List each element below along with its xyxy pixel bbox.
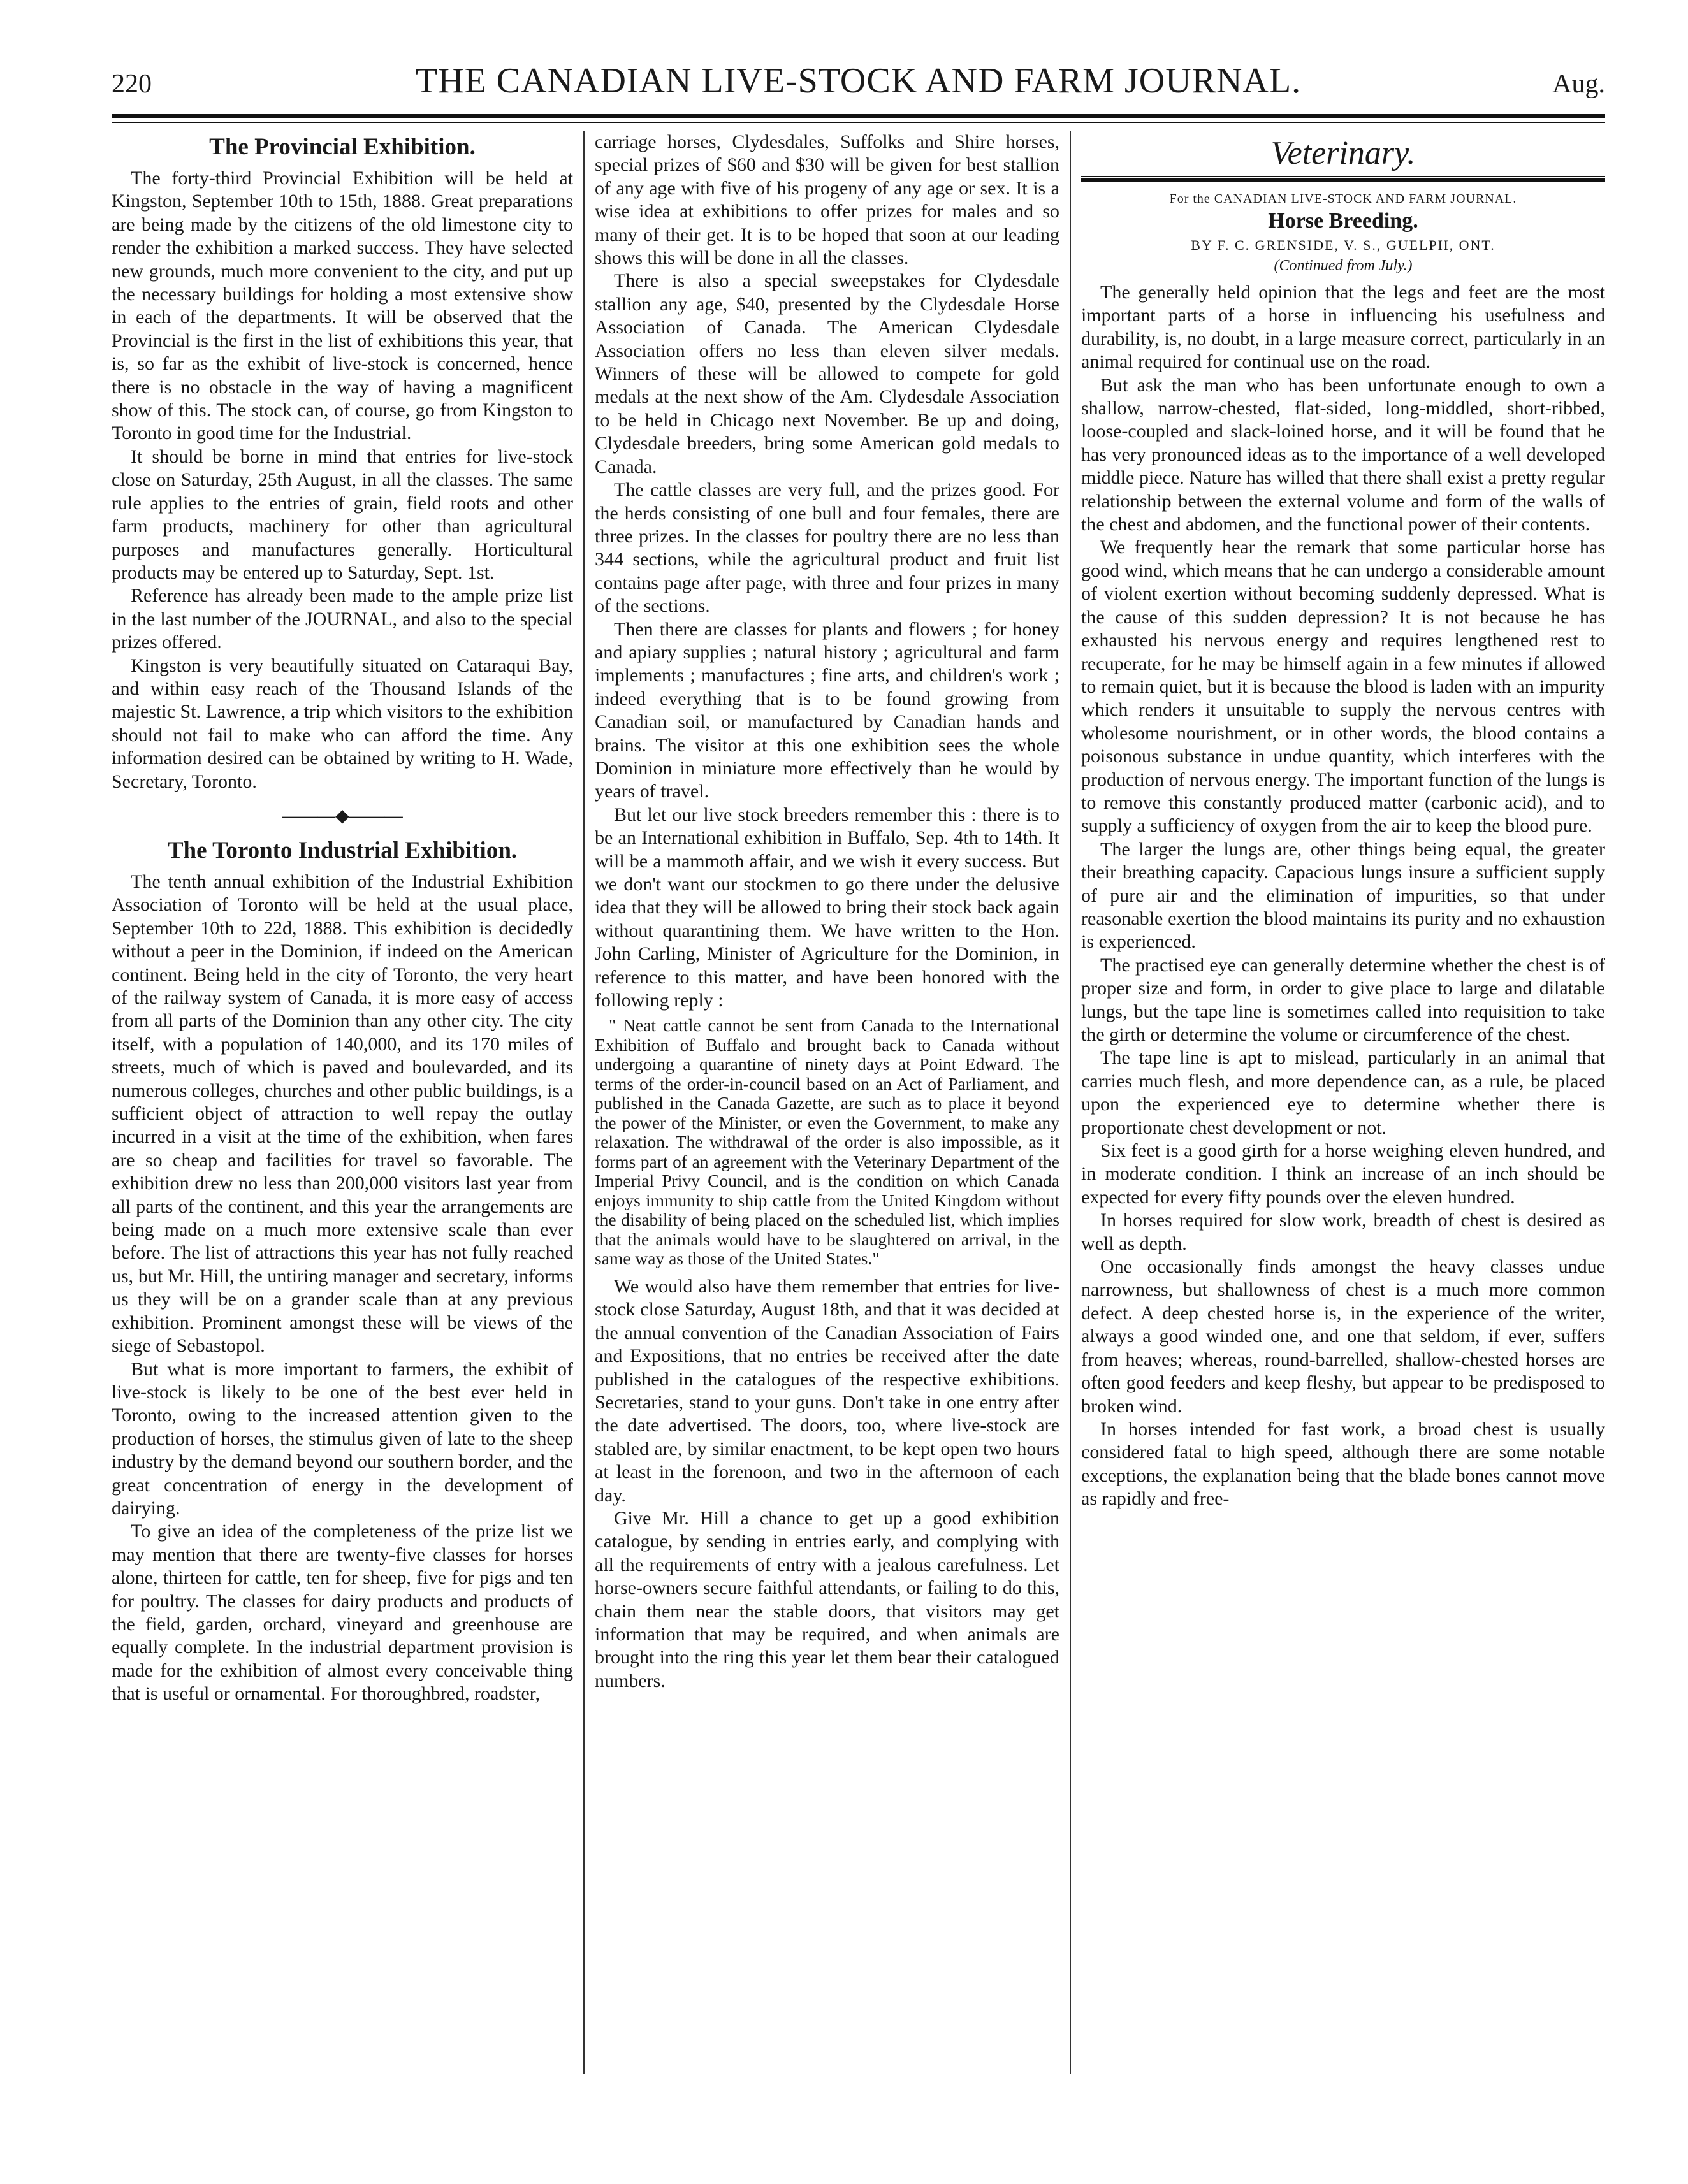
journal-title: THE CANADIAN LIVE-STOCK AND FARM JOURNAL. <box>415 61 1302 101</box>
paragraph: But what is more important to farmers, the exhibit of live-stock is likely to be one of the best ever held in Toronto, owing to the increased attention given to the production of horses, the stimulus given of late to the sheep industry by the demand beyond our southern border, and the great concentration of energy in the development of dairying. <box>112 1358 573 1519</box>
paragraph: We would also have them remember that entries for live-stock close Saturday, August 18th, and that it was decided at the annual convention of the Canadian Association of Fairs and Expositions, that no entries be received after the date published in the catalogues of the respective exhibitions. Secretaries, stand to your guns. Don't take in one entry after the date advertised. The doors, too, where live-stock are stabled are, by similar enactment, to be kept open two hours at least in the forenoon, and two in the afternoon of each day. <box>595 1275 1059 1506</box>
masthead-rule-thin <box>112 122 1605 123</box>
paragraph: But let our live stock breeders remember this : there is to be an International exhibition in Buffalo, Sep. 4th to 14th. It will be a mammoth affair, and we wish it every success. But we don't want our stockmen to go there under the delusive idea that they will be allowed to bring their stock back again without quarantining them. We have written to the Hon. John Carling, Minister of Agriculture for the Dominion, in reference to this matter, and have been honored with the following reply : <box>595 804 1059 1011</box>
article-heading-horse-breeding: Horse Breeding. <box>1268 209 1418 233</box>
paragraph: The generally held opinion that the legs and feet are the most important parts of a horse in influencing his usefulness and durability, is, no doubt, in a large measure correct, particularly in an animal required for continual use on the road. <box>1081 282 1605 373</box>
paragraph: Give Mr. Hill a chance to get up a good exhibition catalogue, by sending in entries early, and complying with all the requirements of entry with a jealous carefulness. Let horse-owners secure faithful attendants, or failing to do this, chain them near the stable doors, that visitors may get information that may be required, and when animals are brought into the ring this year let them bear their catalogued numbers. <box>595 1508 1059 1691</box>
journal-credit: For the CANADIAN LIVE-STOCK AND FARM JOURNAL. <box>1169 192 1517 206</box>
column-2 <box>583 131 1070 2074</box>
paragraph: We frequently hear the remark that some particular horse has good wind, which means that he can undergo a considerable amount of violent exertion without becoming suddenly depressed. What is the cause of this sudden depression? It is not because he has exhausted his nervous energy and requires lengthened rest to recuperate, for he may be himself again in a few minutes if allowed to remain quiet, but it is because the blood is laden with an impurity which renders it unsuitable to supply the nervous centres with wholesome nourishment, or in other words, the blood contains a poisonous substance in undue quantity, which interferes with the production of nervous energy. The important function of the lungs is to remove this constantly produced matter (carbonic acid), and to supply a sufficiency of oxygen from the air to keep the blood pure. <box>1081 537 1605 837</box>
section-rule-thick <box>1081 178 1605 182</box>
column-1 <box>112 131 583 2074</box>
paragraph: The tape line is apt to mislead, particularly in an animal that carries much flesh, and more dependence can, as a rule, be placed upon the experienced eye to determine whether there is proportionate chest development or not. <box>1081 1047 1605 1138</box>
column-3 <box>1070 131 1605 2074</box>
author-byline: BY F. C. GRENSIDE, V. S., GUELPH, ONT. <box>1191 237 1495 253</box>
paragraph: In horses intended for fast work, a broad chest is usually considered fatal to high speed, although there are some notable exceptions, the explanation being that the blade bones cannot move as rapidly and free- <box>1081 1418 1605 1510</box>
paragraph: The forty-third Provincial Exhibition will be held at Kingston, September 10th to 15th, 1888. Great preparations are being made by the citizens of the old limestone city to render the exhibition a marked success. They have selected new grounds, much more convenient to the city, and put up the necessary buildings for holding a most extensive show in each of the departments. It will be observed that the Provincial is the first in the list of exhibitions this year, that is, so far as the exhibit of live-stock is concerned, hence there is no obstacle in the way of having a magnificent show of this. The stock can, of course, go from Kingston to Toronto in good time for the Industrial. <box>112 168 573 444</box>
paragraph: It should be borne in mind that entries for live-stock close on Saturday, 25th August, in all the classes. The same rule applies to the entries of grain, field roots and other farm products, machinery for other than agricultural purposes and manufactures generally. Horticultural products may be entered up to Saturday, Sept. 1st. <box>112 445 573 583</box>
article-heading-provincial: The Provincial Exhibition. <box>209 134 476 160</box>
issue-month: Aug. <box>1552 69 1605 99</box>
paragraph: carriage horses, Clydesdales, Suffolks and Shire horses, special prizes of $60 and $30 will be given for best stallion of any age with five of his progeny of any age or sex. It is a wise idea at exhibitions to offer prizes for males and so many of their get. It is to be hoped that soon at our leading shows this will be done in all the classes. <box>595 131 1059 269</box>
paragraph: One occasionally finds amongst the heavy classes undue narrowness, but shallowness of chest is a much more common defect. A deep chested horse is, in the experience of the writer, always a good winded one, and one that seldom, if ever, suffers from heaves; whereas, round-barrelled, shallow-chested horses are often good feeders and keep fleshy, but appear to be predisposed to broken wind. <box>1081 1256 1605 1417</box>
paragraph: The larger the lungs are, other things being equal, the greater their breathing capacity. Capacious lungs insure a sufficient supply of pure air and the elimination of impurities, so that under reasonable exertion the blood maintains its purity and no exhaustion is experienced. <box>1081 838 1605 953</box>
article-columns <box>112 131 1605 2074</box>
paragraph: The practised eye can generally determine whether the chest is of proper size and form, in order to give place to large and dilatable lungs, but the tape line is sometimes called into requisition to take the girth or determine the volume or circumference of the chest. <box>1081 954 1605 1045</box>
page-number: 220 <box>112 69 152 99</box>
article-heading-toronto: The Toronto Industrial Exhibition. <box>167 837 518 864</box>
paragraph: Six feet is a good girth for a horse weighing eleven hundred, and in moderate condition. I think an increase of an inch should be expected for every fifty pounds over the eleven hundred. <box>1081 1140 1605 1208</box>
section-rule <box>1081 176 1605 177</box>
quote-text: " Neat cattle cannot be sent from Canada to the International Exhibition of Buffalo and brought back to Canada without undergoing a quarantine of ninety days at Point Edward. The terms of the order-in-council based on an Act of Parliament, and published in the Canada Gazette, are such as to place it beyond the power of the Minister, or even the Government, to make any relaxation. The withdrawal of the order is also impossible, as it forms part of an agreement with the Veterinary Department of the Imperial Privy Council, and is the condition on which Canada enjoys immunity to ship cattle from the United Kingdom without the disability of being placed on the scheduled list, which implies that the animals would have to be slaughtered on arrival, in the same way as those of the United States." <box>595 1015 1059 1269</box>
paragraph: Reference has already been made to the ample prize list in the last number of the JOURNAL, and also to the special prizes offered. <box>112 585 573 653</box>
masthead-rule <box>112 114 1605 118</box>
paragraph: The tenth annual exhibition of the Industrial Exhibition Association of Toronto will be held at the usual place, September 10th to 22d, 1888. This exhibition is decidedly without a peer in the Dominion, if indeed on the American continent. Being held in the city of Toronto, the very heart of the railway system of Canada, it is more easy of access from all parts of the Dominion than any other city. The city itself, with a population of 140,000, and its 170 miles of streets, much of which is paved and boulevarded, and its numerous colleges, churches and other public buildings, is a sufficient object of attraction to well repay the outlay incurred in a visit at the time of the exhibition, when fares are so cheap and facilities for travel so favorable. The exhibition drew no less than 200,000 visitors last year from all parts of the continent, and this year the arrangements are being made on a much more extensive scale than ever before. The list of attractions this year has not fully reached us, but Mr. Hill, the untiring manager and secretary, informs us they will be on a grander scale than at any previous exhibition. Prominent amongst these will be views of the siege of Sebastopol. <box>112 871 573 1357</box>
paragraph: But ask the man who has been unfortunate enough to own a shallow, narrow-chested, flat-sided, long-middled, short-ribbed, loose-coupled and slack-loined horse, and it will be found that he has very pronounced ideas as to the importance of a well developed middle piece. Nature has willed that there shall exist a pretty regular relationship between the external volume and form of the walls of the chest and abdomen, and the functional power of their contents. <box>1081 374 1605 535</box>
minister-reply-quote <box>595 1016 1059 1269</box>
section-separator: ———◆——— <box>282 806 403 826</box>
masthead <box>112 61 1605 110</box>
continued-note: (Continued from July.) <box>1274 257 1413 274</box>
paragraph: Kingston is very beautifully situated on Cataraqui Bay, and within easy reach of the Thousand Islands of the majestic St. Lawrence, a trip which visitors to the exhibition should not fail to make who can afford the time. Any information desired can be obtained by writing to H. Wade, Secretary, Toronto. <box>112 654 573 792</box>
paragraph: The cattle classes are very full, and the prizes good. For the herds consisting of one bull and four females, there are three prizes. In the classes for poultry there are no less than 344 sections, while the agricultural product and fruit list contains page after page, with three and four prizes in many of the sections. <box>595 479 1059 617</box>
paragraph: In horses required for slow work, breadth of chest is desired as well as depth. <box>1081 1210 1605 1254</box>
paragraph: Then there are classes for plants and flowers ; for honey and apiary supplies ; natural history ; agricultural and farm implements ; manufactures ; fine arts, and children's work ; indeed everything that is to be found growing from Canadian soil, or manufactured by Canadian hands and brains. The visitor at this one exhibition sees the whole Dominion in miniature more effectively than he would by years of travel. <box>595 618 1059 802</box>
paragraph: There is also a special sweepstakes for Clydesdale stallion any age, $40, presented by the Clydesdale Horse Association of Canada. The American Clydesdale Association offers no less than eleven silver medals. Winners of these will be allowed to compete for gold medals at the next show of the Am. Clydesdale Association to be held in Chicago next November. Be up and doing, Clydesdale breeders, bring some American gold medals to Canada. <box>595 270 1059 477</box>
section-title: Veterinary. <box>1270 135 1416 171</box>
paragraph: To give an idea of the completeness of the prize list we may mention that there are twenty-five classes for horses alone, thirteen for cattle, ten for sheep, five for pigs and ten for poultry. The classes for dairy products and products of the field, garden, orchard, vineyard and greenhouse are equally complete. In the industrial department provision is made for the exhibition of almost every conceivable thing that is useful or ornamental. For thoroughbred, roadster, <box>112 1521 573 1705</box>
